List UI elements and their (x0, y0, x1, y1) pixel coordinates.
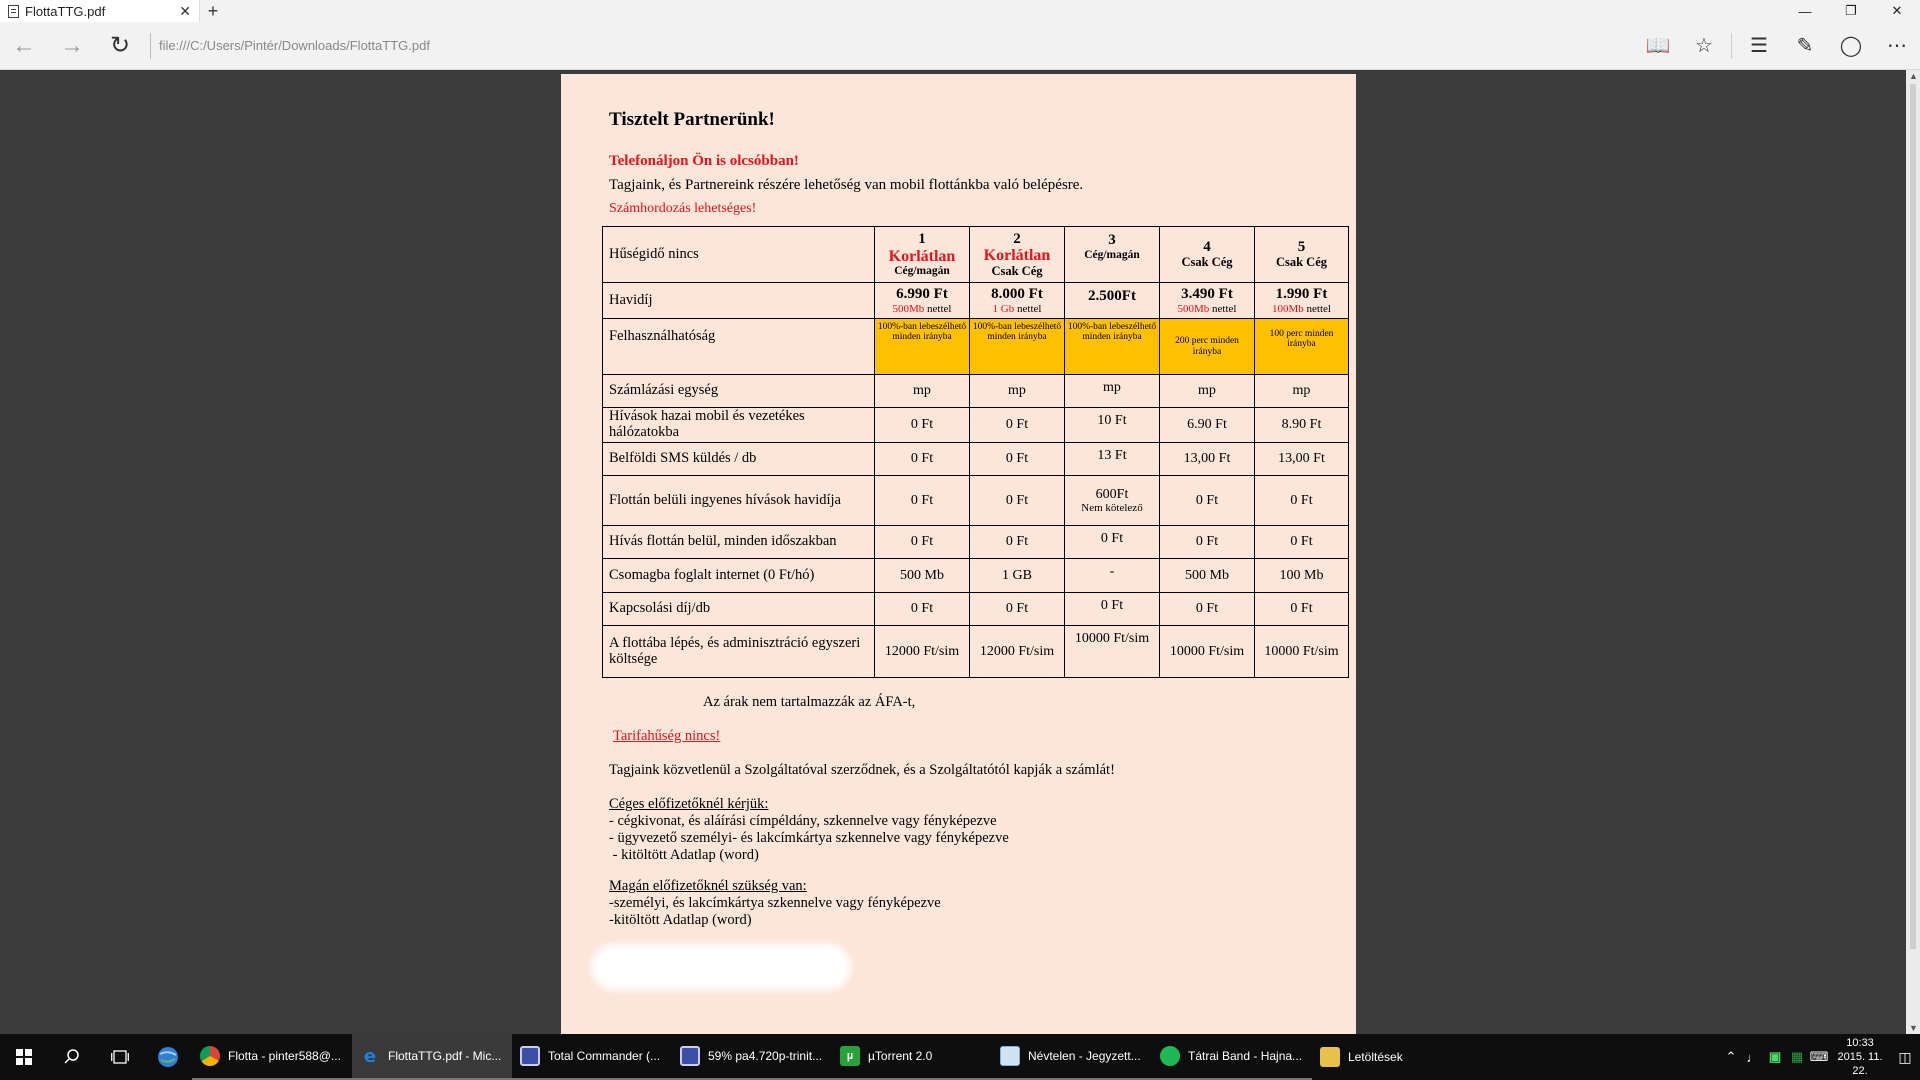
table-cell: 10000 Ft/sim (1160, 626, 1255, 678)
table-cell: 0 Ft (1065, 526, 1160, 559)
taskbar-app-downloads[interactable]: Letöltések (1312, 1034, 1472, 1080)
list-item: - kitöltött Adatlap (word) (609, 847, 759, 863)
tray-app-icon[interactable]: ▣ (1768, 1049, 1782, 1064)
tray-overflow-icon[interactable]: ⌃ (1725, 1049, 1737, 1064)
table-cell: mp (970, 375, 1065, 408)
keyboard-icon[interactable]: ⌨ (1809, 1049, 1829, 1064)
list-item: -kitöltött Adatlap (word) (609, 912, 752, 928)
share-icon[interactable]: ◯ (1839, 35, 1863, 57)
forward-icon[interactable]: → (60, 31, 84, 59)
address-bar[interactable]: file:///C:/Users/Pintér/Downloads/FlottaTTG.pdf (159, 38, 430, 53)
list-item: -személyi, és lakcímkártya szkennelve vagy fényképezve (609, 895, 941, 911)
contract-note: Tagjaink közvetlenül a Szolgáltatóval szerződnek, és a Szolgáltatótól kapják a számlát! (609, 762, 1115, 778)
fee-cell: 8.000 Ft 1 Gb nettel (970, 283, 1065, 319)
system-tray (1720, 1034, 1920, 1080)
usage-cell: 100%-ban lebeszélhető minden irányba (1065, 319, 1160, 375)
notepad-icon (1000, 1046, 1020, 1066)
utorrent-tray-icon[interactable]: ▦ (1790, 1049, 1804, 1064)
table-cell: 0 Ft (875, 526, 970, 559)
table-cell: 0 Ft (875, 593, 970, 626)
table-row (603, 227, 1349, 283)
table-row (603, 559, 1349, 593)
pdf-viewer (0, 70, 1920, 1034)
table-cell: 10 Ft (1065, 408, 1160, 443)
table-cell: 0 Ft (970, 476, 1065, 526)
table-cell: 0 Ft (875, 476, 970, 526)
edge-icon: e (363, 1045, 377, 1067)
table-row (603, 443, 1349, 476)
table-cell: 0 Ft (875, 408, 970, 443)
row-label: Havidíj (603, 283, 875, 319)
taskbar-app-notepad[interactable]: Névtelen - Jegyzett... (992, 1034, 1152, 1080)
plan-header: 2 Korlátlan Csak Cég (970, 227, 1065, 283)
table-cell: 6.90 Ft (1160, 408, 1255, 443)
table-cell: 0 Ft (1065, 593, 1160, 626)
table-cell: 10000 Ft/sim (1065, 626, 1160, 678)
table-cell: - (1065, 559, 1160, 593)
usage-cell: 200 perc minden irányba (1160, 319, 1255, 375)
company-heading: Céges előfizetőknél kérjük: (609, 796, 769, 812)
table-cell: 12000 Ft/sim (970, 626, 1065, 678)
row-label: Hívás flottán belül, minden időszakban (603, 526, 875, 559)
intro-text: Tagjaink, és Partnereink részére lehetőség van mobil flottánkba való belépésre. (609, 177, 1084, 193)
table-cell: 0 Ft (875, 443, 970, 476)
refresh-icon[interactable]: ↻ (109, 32, 131, 59)
chrome-icon (200, 1046, 220, 1066)
tab-close-icon[interactable]: ✕ (179, 2, 191, 19)
table-cell: 8.90 Ft (1255, 408, 1349, 443)
taskbar-app-copy-progress[interactable]: 59% pa4.720p-trinit... (672, 1034, 832, 1080)
row-label: Csomagba foglalt internet (0 Ft/hó) (603, 559, 875, 593)
taskbar-app-edge[interactable]: e FlottaTTG.pdf - Mic... (352, 1034, 512, 1080)
favorite-star-icon[interactable]: ☆ (1695, 35, 1713, 57)
table-cell: 0 Ft (1160, 593, 1255, 626)
table-cell: 1 GB (970, 559, 1065, 593)
table-row (603, 593, 1349, 626)
company-requirements (609, 796, 1009, 864)
taskbar-app-utorrent[interactable]: µ µTorrent 2.0 (832, 1034, 992, 1080)
search-icon[interactable] (48, 1034, 96, 1080)
usage-cell: 100%-ban lebeszélhető minden irányba (970, 319, 1065, 375)
taskbar-app-chrome[interactable]: Flotta - pinter588@... (192, 1034, 352, 1080)
table-cell: 500 Mb (1160, 559, 1255, 593)
table-row (603, 476, 1349, 526)
private-requirements (609, 878, 941, 929)
list-item: - cégkivonat, és aláírási címpéldány, szkennelve vagy fényképezve (609, 813, 997, 829)
redacted-signature (591, 944, 851, 990)
start-windows-icon[interactable] (0, 1034, 48, 1080)
task-view-icon[interactable] (96, 1034, 144, 1080)
clock[interactable] (1830, 1036, 1890, 1078)
no-loyalty-note: Tarifahűség nincs! (613, 728, 721, 744)
table-cell: 0 Ft (1255, 593, 1349, 626)
table-cell: 13 Ft (1065, 443, 1160, 476)
navigation-bar (0, 22, 1920, 70)
row-label: Belföldi SMS küldés / db (603, 443, 875, 476)
tariff-table (602, 226, 1349, 678)
back-icon[interactable]: ← (12, 31, 36, 59)
table-cell: mp (875, 375, 970, 408)
table-row (603, 283, 1349, 319)
plan-header: 5 Csak Cég (1255, 227, 1349, 283)
scroll-down-icon[interactable]: ▼ (1909, 1023, 1918, 1033)
reading-view-icon[interactable]: 📖 (1645, 35, 1671, 57)
row-label: Hívások hazai mobil és vezetékes hálózatokba (603, 408, 875, 443)
table-cell: 0 Ft (1255, 526, 1349, 559)
clock-time: 10:33 (1846, 1037, 1874, 1049)
table-row (603, 526, 1349, 559)
taskbar (0, 1034, 1920, 1080)
usage-cell: 100 perc minden irányba (1255, 319, 1349, 375)
table-cell: 0 Ft (970, 408, 1065, 443)
fee-cell: 6.990 Ft 500Mb nettel (875, 283, 970, 319)
table-cell: 100 Mb (1255, 559, 1349, 593)
row-label: Kapcsolási díj/db (603, 593, 875, 626)
table-cell: 0 Ft (970, 443, 1065, 476)
pdf-page (561, 74, 1356, 1034)
plan-header: 1 Korlátlan Cég/magán (875, 227, 970, 283)
globe-icon[interactable] (144, 1034, 192, 1080)
close-window-button[interactable]: ✕ (1891, 3, 1903, 18)
row-label: A flottába lépés, és adminisztráció egyszeri költsége (603, 626, 875, 678)
row-label: Felhasználhatóság (603, 319, 875, 375)
table-cell: mp (1255, 375, 1349, 408)
floppy-icon (680, 1046, 700, 1066)
table-cell: 0 Ft (1160, 476, 1255, 526)
spotify-icon (1160, 1046, 1180, 1066)
table-cell: 10000 Ft/sim (1255, 626, 1349, 678)
scroll-thumb[interactable] (1910, 84, 1916, 949)
table-cell: 500 Mb (875, 559, 970, 593)
table-row (603, 408, 1349, 443)
taskbar-app-spotify[interactable]: Tátrai Band - Hajna... (1152, 1034, 1312, 1080)
private-heading: Magán előfizetőknél szükség van: (609, 878, 807, 894)
table-cell: 13,00 Ft (1255, 443, 1349, 476)
plan-header: 3 Cég/magán (1065, 227, 1160, 283)
taskbar-app-total-commander[interactable]: Total Commander (... (512, 1034, 672, 1080)
table-cell: 600Ft Nem kötelező (1065, 476, 1160, 526)
table-cell: mp (1160, 375, 1255, 408)
usage-cell: 100%-ban lebeszélhető minden irányba (875, 319, 970, 375)
notification-icon[interactable]: ◫ (1898, 1048, 1912, 1065)
table-cell: 12000 Ft/sim (875, 626, 970, 678)
speaker-icon[interactable]: ♩ (1746, 1049, 1760, 1065)
new-tab-button[interactable]: + (207, 0, 219, 21)
clock-date: 2015. 11. 22. (1837, 1051, 1883, 1077)
minimize-button[interactable]: — (1798, 3, 1812, 19)
table-cell: 0 Ft (1160, 526, 1255, 559)
utorrent-icon: µ (840, 1046, 860, 1066)
list-item: - ügyvezető személyi- és lakcímkártya szkennelve vagy fényképezve (609, 830, 1009, 846)
row-label: Számlázási egység (603, 375, 875, 408)
vertical-scrollbar[interactable] (1906, 70, 1920, 1034)
table-cell: 0 Ft (1255, 476, 1349, 526)
scroll-up-icon[interactable]: ▲ (1909, 71, 1918, 81)
fee-cell: 2.500Ft (1065, 283, 1160, 319)
tab-title: FlottaTTG.pdf (25, 3, 106, 19)
hub-icon[interactable]: ☰ (1750, 35, 1768, 57)
row-label: Hűségidő nincs (603, 227, 875, 283)
table-row (603, 626, 1349, 678)
web-note-icon[interactable]: ✎ (1796, 35, 1814, 57)
table-cell: 0 Ft (970, 593, 1065, 626)
table-cell: 0 Ft (970, 526, 1065, 559)
porting-note: Számhordozás lehetséges! (609, 201, 757, 216)
vat-note: Az árak nem tartalmazzák az ÁFA-t, (703, 694, 916, 710)
plan-header: 4 Csak Cég (1160, 227, 1255, 283)
document-icon (8, 5, 19, 18)
table-row (603, 319, 1349, 375)
folder-icon (1320, 1047, 1340, 1067)
restore-button[interactable]: ❐ (1845, 3, 1857, 18)
floppy-icon (520, 1046, 540, 1066)
title-bar (0, 0, 1920, 22)
greeting: Tisztelt Partnerünk! (609, 109, 775, 130)
table-cell: 13,00 Ft (1160, 443, 1255, 476)
fee-cell: 1.990 Ft 100Mb nettel (1255, 283, 1349, 319)
browser-tab[interactable] (0, 0, 200, 22)
address-divider (150, 33, 151, 59)
more-icon[interactable]: ⋯ (1887, 35, 1907, 57)
toolbar-divider (1731, 33, 1732, 59)
table-cell: mp (1065, 375, 1160, 408)
table-row (603, 375, 1349, 408)
row-label: Flottán belüli ingyenes hívások havidíja (603, 476, 875, 526)
fee-cell: 3.490 Ft 500Mb nettel (1160, 283, 1255, 319)
headline: Telefonáljon Ön is olcsóbban! (609, 153, 799, 169)
